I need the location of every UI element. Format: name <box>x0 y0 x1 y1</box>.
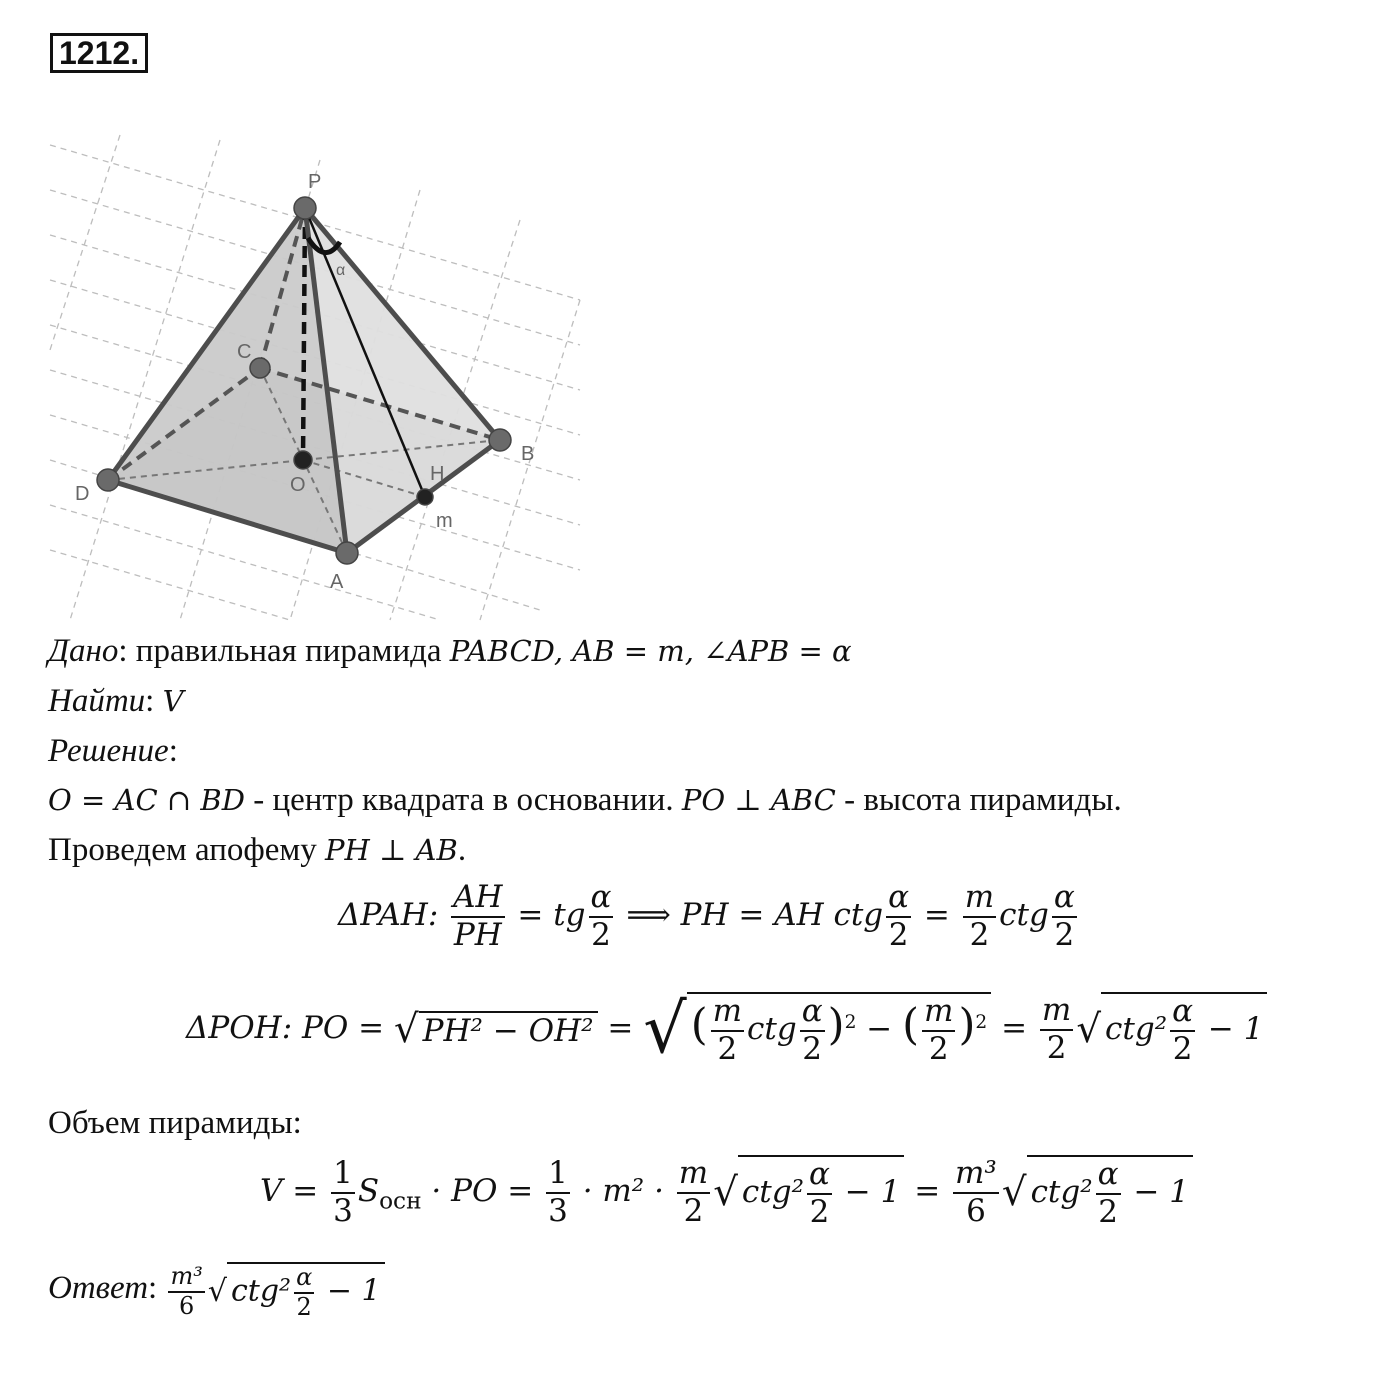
solution-line-1: O = AC ∩ BD - центр квадрата в основании. PO ⊥ ABC - высота пирамиды. <box>48 782 1122 818</box>
label-h: H <box>430 463 445 485</box>
volume-label: Объем пирамиды: <box>48 1105 302 1141</box>
find-label: Найти <box>48 683 146 719</box>
label-a: A <box>330 571 344 593</box>
label-p: P <box>308 171 322 193</box>
given-math: PABCD, AB = m, ∠APB = α <box>449 634 852 668</box>
given-text: правильная пирамида <box>135 633 450 669</box>
find-line: Найти: V <box>48 683 184 719</box>
label-o: O <box>290 474 306 496</box>
formula-volume: V = $\frac{1}{3}$ $S_{осн}$ · PO = $\frac{1}{3}$ · m² · $\frac{m}{2}$ √ ctg² $\frac{\alpha}{2}$ − 1 = $\frac{\text{m³}}{6}$ √ ctg² $\frac{\alpha}{2}$ − 1 <box>260 1155 1193 1230</box>
pyramid-figure <box>40 130 585 630</box>
solution-line: Решение: <box>48 733 178 769</box>
find-math: V <box>162 684 184 718</box>
problem-number: 1212. <box>50 33 148 73</box>
solution-label: Решение <box>48 733 169 769</box>
formula-poh: ΔPOH: PO = √ PH² − OH² = √( $\frac{m}{2}$ ctg $\frac{\alpha}{2}$ )$^2$ − ( $\frac{m}{2}$ )$^2$ = $\frac{m}{2}$ √ ctg² $\frac{\alpha}{2}$ − 1 <box>186 990 1267 1069</box>
formula-pah: ΔPAH: $\frac{AH}{PH}$ = tg $\frac{\alpha}{2}$ ⟹ PH = AH ctg $\frac{\alpha}{2}$ = $\frac{m}{2}$ ctg $\frac{\alpha}{2}$ <box>338 879 1075 953</box>
given-label: Дано <box>48 633 119 669</box>
label-d: D <box>75 483 90 505</box>
label-alpha: α <box>336 262 346 279</box>
given-line: Дано: правильная пирамида PABCD, AB = m, ∠APB = α <box>48 633 852 669</box>
label-m: m <box>436 510 453 532</box>
answer-line: Ответ: $\frac{\text{m³}}{6}$ √ ctg² $\frac{\alpha}{2}$ − 1 <box>48 1262 385 1321</box>
solution-line-2: Проведем апофему PH ⊥ AB. <box>48 832 467 868</box>
label-c: C <box>237 341 252 363</box>
label-b: B <box>521 443 535 465</box>
answer-label: Ответ <box>48 1270 149 1307</box>
